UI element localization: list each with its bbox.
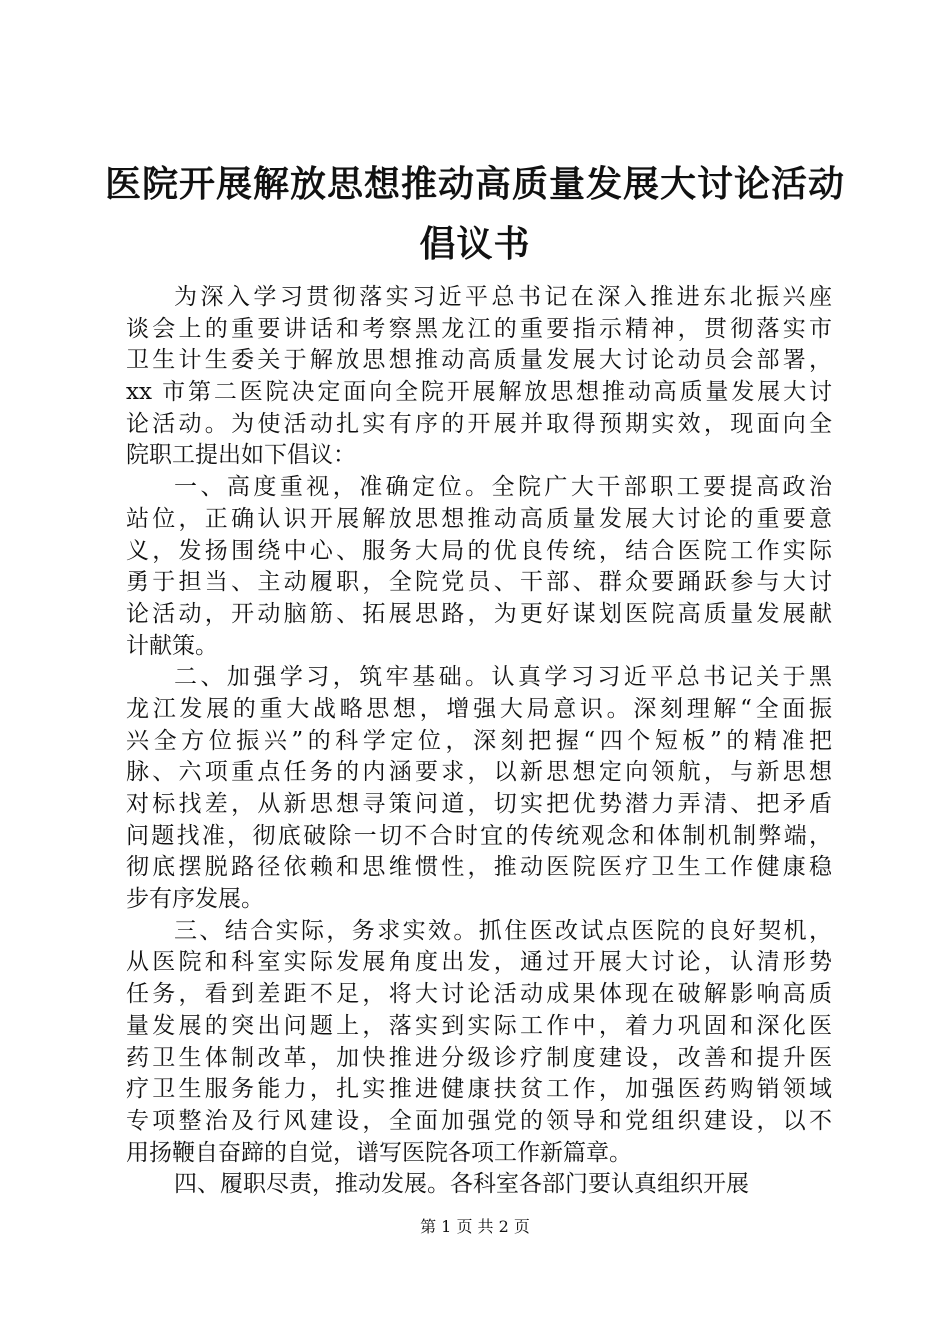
body-line: 药卫生体制改革，加快推进分级诊疗制度建设，改善和提升医 (126, 1044, 832, 1071)
body-line: 计献策。 (126, 632, 218, 659)
body-line: 步有序发展。 (126, 886, 264, 913)
body-line: 对标找差，从新思想寻策问道，切实把优势潜力弄清、把矛盾 (126, 791, 832, 817)
body-line: 为深入学习贯彻落实习近平总书记在深入推进东北振兴座 (174, 284, 832, 310)
body-line: 量发展的突出问题上，落实到实际工作中，着力巩固和深化医 (126, 1012, 832, 1039)
body-line: 脉、六项重点任务的内涵要求，以新思想定向领航，与新思想 (126, 759, 832, 786)
body-line: 龙江发展的重大战略思想，增强大局意识。深刻理解“全面振 (126, 695, 832, 722)
body-line: 专项整治及行风建设，全面加强党的领导和党组织建设，以不 (126, 1107, 832, 1134)
body-line: 义，发扬围绕中心、服务大局的优良传统，结合医院工作实际 (126, 537, 832, 564)
body-line: 一、高度重视，准确定位。全院广大干部职工要提高政治 (174, 474, 832, 501)
body-line: xx 市第二医院决定面向全院开展解放思想推动高质量发展大讨 (126, 379, 832, 406)
body-line: 谈会上的重要讲话和考察黑龙江的重要指示精神，贯彻落实市 (126, 315, 832, 342)
document-title-line-1: 医院开展解放思想推动高质量发展大讨论活动 (104, 163, 845, 205)
body-line: 四、履职尽责，推动发展。各科室各部门要认真组织开展 (174, 1171, 749, 1198)
page-number-footer: 第 1 页 共 2 页 (420, 1217, 530, 1236)
body-line: 兴全方位振兴”的科学定位，深刻把握“四个短板”的精准把 (126, 727, 832, 754)
body-line: 论活动，开动脑筋、拓展思路，为更好谋划医院高质量发展献 (126, 600, 832, 627)
document-title-line-2: 倡议书 (419, 223, 531, 265)
body-line: 问题找准，彻底破除一切不合时宜的传统观念和体制机制弊端， (126, 822, 832, 849)
body-line: 卫生计生委关于解放思想推动高质量发展大讨论动员会部署， (126, 347, 832, 374)
body-line: 院职工提出如下倡议： (126, 442, 356, 469)
document-body (126, 282, 832, 1201)
body-line: 勇于担当、主动履职，全院党员、干部、群众要踊跃参与大讨 (126, 569, 832, 596)
body-line: 用扬鞭自奋蹄的自觉，谱写医院各项工作新篇章。 (126, 1139, 632, 1166)
body-line: 论活动。为使活动扎实有序的开展并取得预期实效，现面向全 (126, 410, 832, 437)
body-line: 任务，看到差距不足，将大讨论活动成果体现在破解影响高质 (126, 981, 832, 1008)
body-line: 从医院和科室实际发展角度出发，通过开展大讨论，认清形势 (126, 949, 832, 976)
body-line: 疗卫生服务能力，扎实推进健康扶贫工作，加强医药购销领域 (126, 1076, 832, 1103)
body-line: 站位，正确认识开展解放思想推动高质量发展大讨论的重要意 (126, 505, 832, 532)
body-line: 彻底摆脱路径依赖和思维惯性，推动医院医疗卫生工作健康稳 (126, 854, 832, 881)
body-line: 二、加强学习，筑牢基础。认真学习习近平总书记关于黑 (174, 664, 832, 691)
body-line: 三、结合实际，务求实效。抓住医改试点医院的良好契机， (174, 917, 832, 944)
